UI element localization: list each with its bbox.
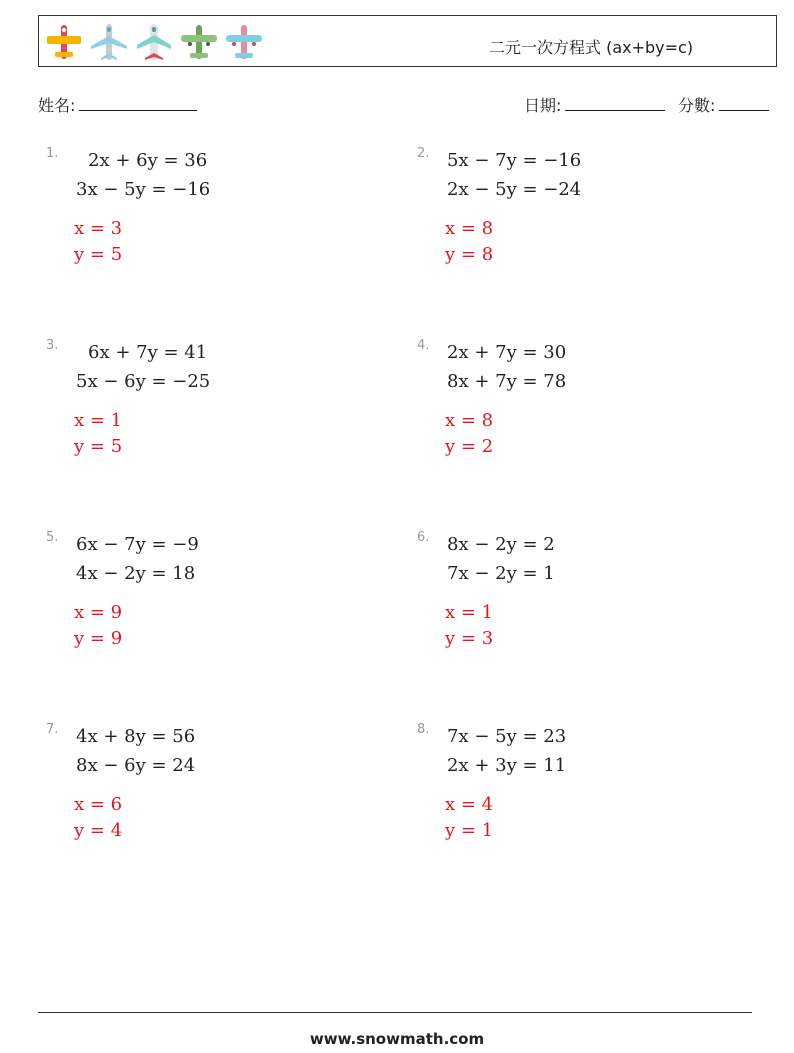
answer-x: x = 1 [445, 602, 494, 623]
problem-4 [417, 338, 737, 498]
problem-number: 6. [417, 530, 430, 545]
answer-x: x = 6 [74, 794, 123, 815]
answer-x: x = 3 [74, 218, 123, 239]
equation-1: 2x + 6y = 36 [88, 150, 208, 171]
answer-y: y = 1 [445, 820, 494, 841]
equation-2: 8x − 6y = 24 [76, 755, 196, 776]
problem-number: 7. [46, 722, 59, 737]
equation-2: 2x − 5y = −24 [447, 179, 582, 200]
problem-number: 4. [417, 338, 430, 353]
date-label: 日期: [524, 96, 562, 115]
problem-2 [417, 146, 737, 306]
equation-1: 5x − 7y = −16 [447, 150, 582, 171]
problem-number: 1. [46, 146, 59, 161]
gray-airplane-icon [89, 22, 129, 62]
problem-number: 8. [417, 722, 430, 737]
score-label: 分數: [678, 96, 716, 115]
cyan-airplane-icon [224, 22, 264, 62]
answer-x: x = 8 [445, 410, 494, 431]
answer-x: x = 8 [445, 218, 494, 239]
problem-8 [417, 722, 737, 882]
answer-y: y = 4 [74, 820, 123, 841]
footer-divider [38, 1012, 752, 1013]
problem-7 [46, 722, 366, 882]
name-field [38, 93, 197, 116]
equation-2: 7x − 2y = 1 [447, 563, 555, 584]
answer-x: x = 1 [74, 410, 123, 431]
problem-5 [46, 530, 366, 690]
equation-1: 4x + 8y = 56 [76, 726, 196, 747]
answer-y: y = 5 [74, 436, 123, 457]
problem-6 [417, 530, 737, 690]
date-field [524, 93, 665, 116]
name-blank[interactable] [79, 94, 197, 111]
footer-url[interactable]: www.snowmath.com [309, 1030, 485, 1048]
equation-1: 6x − 7y = −9 [76, 534, 199, 555]
equation-1: 2x + 7y = 30 [447, 342, 567, 363]
answer-y: y = 5 [74, 244, 123, 265]
sheet-title: 二元一次方程式 (ax+by=c) [489, 38, 694, 57]
answer-y: y = 2 [445, 436, 494, 457]
problem-number: 3. [46, 338, 59, 353]
date-blank[interactable] [565, 94, 665, 111]
equation-2: 8x + 7y = 78 [447, 371, 567, 392]
score-field [678, 93, 769, 116]
problem-3 [46, 338, 366, 498]
yellow-airplane-icon [44, 22, 84, 62]
problem-number: 2. [417, 146, 430, 161]
equation-2: 5x − 6y = −25 [76, 371, 211, 392]
header-box [38, 15, 777, 67]
name-label: 姓名: [38, 96, 76, 115]
answer-x: x = 9 [74, 602, 123, 623]
answer-y: y = 8 [445, 244, 494, 265]
score-blank[interactable] [719, 94, 769, 111]
green-airplane-icon [179, 22, 219, 62]
answer-x: x = 4 [445, 794, 494, 815]
equation-1: 8x − 2y = 2 [447, 534, 555, 555]
teal-airplane-icon [134, 22, 174, 62]
equation-1: 7x − 5y = 23 [447, 726, 567, 747]
equation-1: 6x + 7y = 41 [88, 342, 208, 363]
equation-2: 4x − 2y = 18 [76, 563, 196, 584]
answer-y: y = 3 [445, 628, 494, 649]
answer-y: y = 9 [74, 628, 123, 649]
equation-2: 2x + 3y = 11 [447, 755, 567, 776]
problem-number: 5. [46, 530, 59, 545]
problem-1 [46, 146, 366, 306]
equation-2: 3x − 5y = −16 [76, 179, 211, 200]
